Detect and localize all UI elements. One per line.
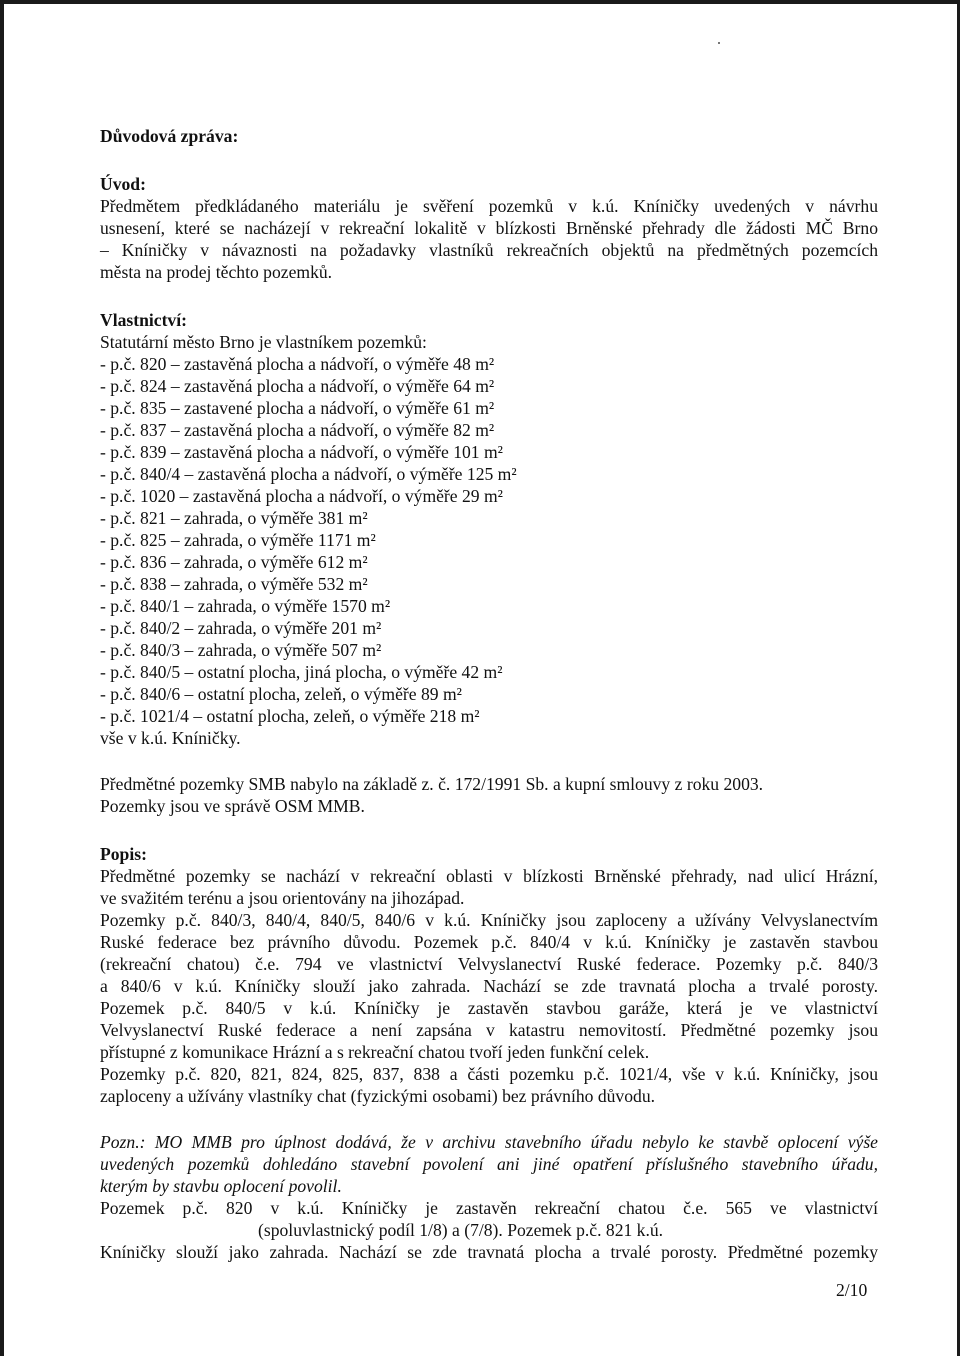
- description-line: Předmětné pozemky se nachází v rekreační oblasti v blízkosti Brněnské přehrady, nad ulicí Hrázní,: [100, 866, 878, 886]
- note-line: kterým by stavbu oplocení povolil.: [100, 1176, 342, 1196]
- parcel-item: - p.č. 836 – zahrada, o výměře 612 m²: [100, 552, 368, 572]
- parcel-item: - p.č. 824 – zastavěná plocha a nádvoří, o výměře 64 m²: [100, 376, 495, 396]
- parcel-item: - p.č. 1020 – zastavěná plocha a nádvoří, o výměře 29 m²: [100, 486, 503, 506]
- description-line: Pozemek p.č. 840/5 v k.ú. Kníničky je zastavěn stavbou garáže, která je ve vlastnictví: [100, 998, 878, 1018]
- parcels-footer: vše v k.ú. Kníničky.: [100, 728, 241, 748]
- note-line: Pozn.: MO MMB pro úplnost dodává, že v archivu stavebního úřadu nebylo ke stavbě oplocení výše: [100, 1132, 878, 1152]
- parcel-item: - p.č. 838 – zahrada, o výměře 532 m²: [100, 574, 368, 594]
- parcel-item: - p.č. 840/4 – zastavěná plocha a nádvoří, o výměře 125 m²: [100, 464, 517, 484]
- scan-border-left: [0, 0, 4, 1356]
- ownership-heading: Vlastnictví:: [100, 310, 187, 330]
- intro-line: – Kníničky v návaznosti na požadavky vlastníků rekreačních objektů na předmětných pozemcích: [100, 240, 878, 260]
- parcel-item: - p.č. 837 – zastavěná plocha a nádvoří, o výměře 82 m²: [100, 420, 495, 440]
- description-line: zaploceny a užívány vlastníky chat (fyzickými osobami) bez právního důvodu.: [100, 1086, 656, 1106]
- parcel-item: - p.č. 840/6 – ostatní plocha, zeleň, o výměře 89 m²: [100, 684, 462, 704]
- description-line: Ruské federace bez právního důvodu. Pozemek p.č. 840/4 v k.ú. Kníničky je zastavěn stavbou: [100, 932, 878, 952]
- document-title: Důvodová zpráva:: [100, 126, 239, 146]
- acquisition-line: Předmětné pozemky SMB nabylo na základě z. č. 172/1991 Sb. a kupní smlouvy z roku 2003.: [100, 774, 764, 794]
- parcel-item: - p.č. 820 – zastavěná plocha a nádvoří, o výměře 48 m²: [100, 354, 495, 374]
- parcel-item: - p.č. 835 – zastavené plocha a nádvoří, o výměře 61 m²: [100, 398, 495, 418]
- parcel-item: - p.č. 821 – zahrada, o výměře 381 m²: [100, 508, 368, 528]
- parcel-item: - p.č. 825 – zahrada, o výměře 1171 m²: [100, 530, 376, 550]
- scan-speck: [718, 42, 720, 44]
- parcel-item: - p.č. 839 – zastavěná plocha a nádvoří, o výměře 101 m²: [100, 442, 503, 462]
- description-line: a 840/6 v k.ú. Kníničky slouží jako zahrada. Nachází se zde travnatá plocha a trvalé porosty.: [100, 976, 878, 996]
- intro-line: usnesení, které se nacházejí v rekreační lokalitě v blízkosti Brněnské přehrady dle žádosti MČ Brno: [100, 218, 878, 238]
- parcel-item: - p.č. 840/5 – ostatní plocha, jiná plocha, o výměře 42 m²: [100, 662, 503, 682]
- closing-line: (spoluvlastnický podíl 1/8) a (7/8). Pozemek p.č. 821 k.ú.: [258, 1220, 664, 1240]
- note-line: uvedených pozemků dohledáno stavební povolení ani jiné opatření příslušného stavebního úřadu,: [100, 1154, 878, 1174]
- description-line: Velvyslanectví Ruské federace a není zapsána v katastru nemovitostí. Předmětné pozemky jsou: [100, 1020, 878, 1040]
- closing-line: Kníničky slouží jako zahrada. Nachází se zde travnatá plocha a trvalé porosty. Předmětné pozemky: [100, 1242, 878, 1262]
- description-line: Pozemky p.č. 820, 821, 824, 825, 837, 838 a části pozemku p.č. 1021/4, vše v k.ú. Kníničky, jsou: [100, 1064, 878, 1084]
- description-line: Pozemky p.č. 840/3, 840/4, 840/5, 840/6 v k.ú. Kníničky jsou zaploceny a užívány Velvyslanectvím: [100, 910, 878, 930]
- parcel-item: - p.č. 840/2 – zahrada, o výměře 201 m²: [100, 618, 382, 638]
- parcel-item: - p.č. 840/3 – zahrada, o výměře 507 m²: [100, 640, 382, 660]
- parcel-item: - p.č. 840/1 – zahrada, o výměře 1570 m²: [100, 596, 391, 616]
- intro-heading: Úvod:: [100, 174, 146, 194]
- intro-line: města na prodej těchto pozemků.: [100, 262, 333, 282]
- scan-border-top: [0, 0, 960, 4]
- intro-line: Předmětem předkládaného materiálu je svěření pozemků v k.ú. Kníničky uvedených v návrhu: [100, 196, 878, 216]
- page-number: 2/10: [836, 1280, 868, 1300]
- closing-line: Pozemek p.č. 820 v k.ú. Kníničky je zastavěn rekreační chatou č.e. 565 ve vlastnictví: [100, 1198, 878, 1218]
- description-line: ve svažitém terénu a jsou orientovány na jihozápad.: [100, 888, 465, 908]
- parcel-item: - p.č. 1021/4 – ostatní plocha, zeleň, o výměře 218 m²: [100, 706, 480, 726]
- description-line: (rekreační chatou) č.e. 794 ve vlastnictví Velvyslanectví Ruské federace. Pozemky p.č. 840/3: [100, 954, 878, 974]
- description-line: přístupné z komunikace Hrázní a s rekreační chatou tvoří jeden funkční celek.: [100, 1042, 650, 1062]
- acquisition-line: Pozemky jsou ve správě OSM MMB.: [100, 796, 365, 816]
- description-heading: Popis:: [100, 844, 147, 864]
- ownership-intro: Statutární město Brno je vlastníkem pozemků:: [100, 332, 427, 352]
